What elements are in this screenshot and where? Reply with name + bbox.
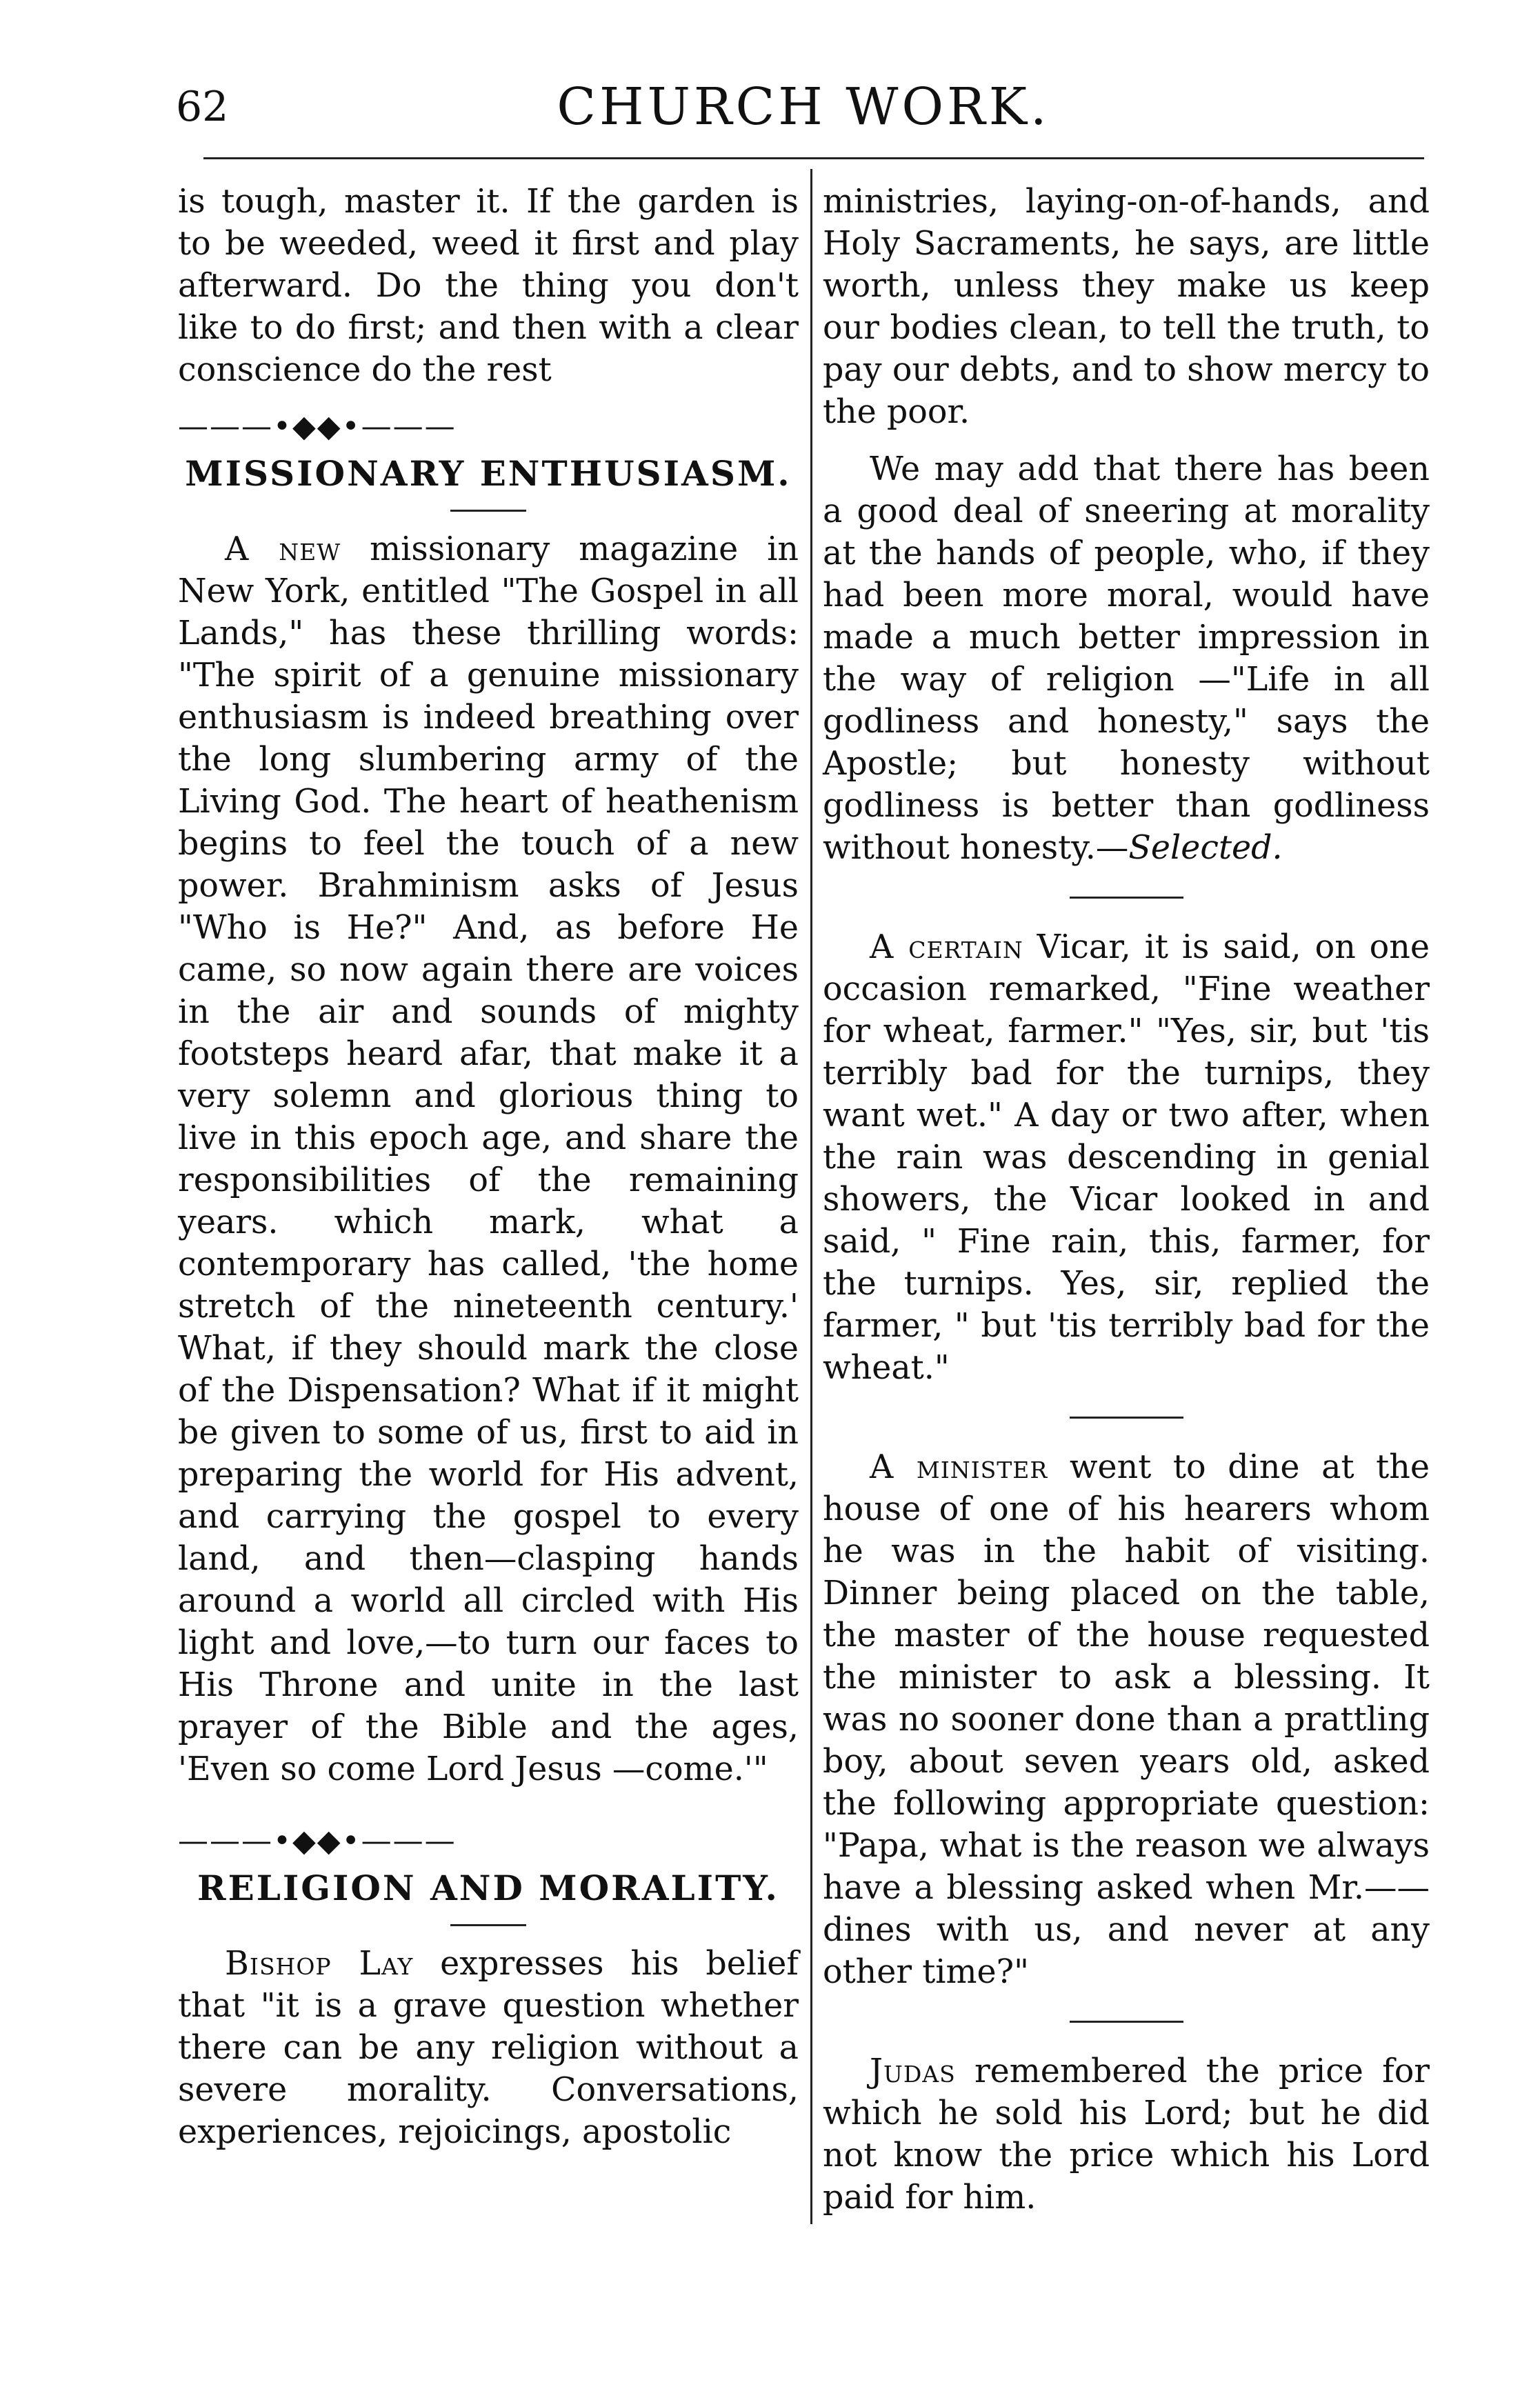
opening-paragraph: is tough, master it. If the garden is to be weeded, weed it first and play afterward. Do the thing you don't like to do first; and then with a clear conscience do the rest xyxy=(178,183,799,389)
lead-words: A certain xyxy=(870,928,1023,966)
missionary-heading: MISSIONARY ENTHUSIASM. xyxy=(185,453,792,494)
header-rule xyxy=(203,157,1424,159)
judas-paragraph xyxy=(823,2050,1430,2219)
separator-rule-3 xyxy=(1070,2021,1183,2023)
section-ornament-2: ———•◆◆•——— xyxy=(178,1823,457,1859)
lead-words: A minister xyxy=(870,1448,1048,1486)
left-column xyxy=(178,181,799,2153)
morality-body: We may add that there has been a good deal of sneering at morality at the hands of people, who, if they had been more moral, would have made a much better impression in the way of religion —"Life in all godliness and honesty," says the Apostle; but honesty without godliness is better than godliness without honesty.— xyxy=(823,450,1430,867)
judas-body: remembered the price for which he sold his Lord; but he did not know the price which his Lord paid for him. xyxy=(823,2052,1430,2217)
lead-words: A new xyxy=(225,530,341,568)
separator-rule xyxy=(1070,897,1183,899)
running-title: CHURCH WORK. xyxy=(557,77,1050,137)
page-number: 62 xyxy=(176,83,229,131)
source-credit: Selected. xyxy=(1128,829,1283,867)
religion-heading: RELIGION AND MORALITY. xyxy=(197,1868,779,1908)
heading-rule-2 xyxy=(450,1924,526,1926)
vicar-anecdote xyxy=(823,926,1430,1389)
religion-continued: ministries, laying-on-of-hands, and Holy Sacraments, he says, are little worth, unless they make us keep our bodies clean, to tell the truth, to pay our debts, and to show mercy to the poor. xyxy=(823,183,1430,431)
missionary-body: missionary magazine in New York, entitled "The Gospel in all Lands," has these thrilling words: "The spirit of a genuine missionary enthusiasm is indeed breathing over the long slumbering army of the Living God. The heart of heathenism begins to feel the touch of a new power. Brahminism asks of Jesus "Who is He?" And, as before He came, so now again there are voices in the air and sounds of mighty footsteps heard afar, that make it a very solemn and glorious thing to live in this epoch age, and share the responsibilities of the remaining years. which mark, what a contemporary has called, 'the home stretch of the nineteenth century.' What, if they should mark the close of the Dispensation? What if it might be given to some of us, first to aid in preparing the world for His advent, and carrying the gospel to every land, and then—clasping hands around a world all circled with His light and love,—to turn our faces to His Throne and unite in the last prayer of the Bible and the ages, 'Even so come Lord Jesus —come.'" xyxy=(178,530,799,1788)
minister-body: went to dine at the house of one of his hearers whom he was in the habit of visiting. Dinner being placed on the table, the master of the house requested the minister to ask a blessing. It was no sooner done than a prattling boy, about seven years old, asked the following appropriate question: "Papa, what is the reason we always have a blessing asked when Mr.——dines with us, and never at any other time?" xyxy=(823,1448,1430,1991)
religion-paragraph xyxy=(178,1943,799,2153)
morality-paragraph xyxy=(823,448,1430,869)
religion-body: expresses his belief that "it is a grave question whether there can be any religion without a severe morality. Conversations, experiences, rejoicings, apostolic xyxy=(178,1945,799,2151)
minister-anecdote xyxy=(823,1446,1430,1993)
right-column xyxy=(823,181,1430,2219)
column-divider xyxy=(810,169,812,2224)
separator-rule-2 xyxy=(1070,1417,1183,1419)
vicar-body: Vicar, it is said, on one occasion remarked, "Fine weather for wheat, farmer." "Yes, sir, but 'tis terribly bad for the turnips, they want wet." A day or two after, when the rain was descending in genial showers, the Vicar looked in and said, " Fine rain, this, farmer, for the turnips. Yes, sir, replied the farmer, " but 'tis terribly bad for the wheat." xyxy=(823,928,1430,1387)
lead-words: Bishop Lay xyxy=(225,1945,414,1983)
lead-words: Judas xyxy=(870,2052,956,2090)
section-ornament: ———•◆◆•——— xyxy=(178,409,457,444)
page-header xyxy=(176,77,1431,153)
missionary-paragraph xyxy=(178,528,799,1790)
heading-rule xyxy=(450,510,526,512)
